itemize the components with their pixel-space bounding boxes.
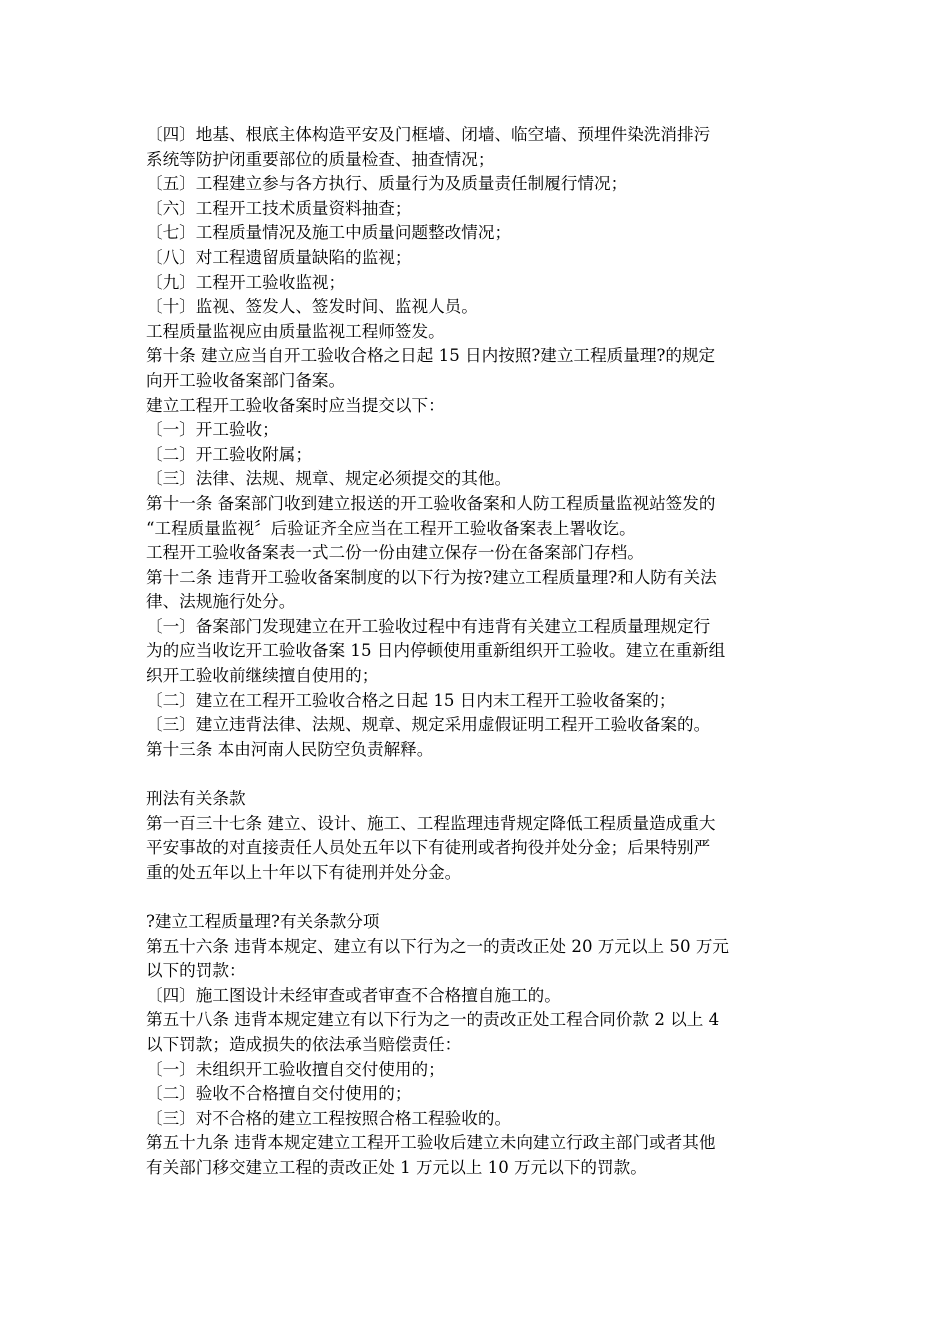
text-line: 以下罚款；造成损失的依法承当赔偿责任： <box>146 1034 462 1054</box>
text-line: 系统等防护闭重要部位的质量检查、抽查情况； <box>146 149 495 169</box>
text-line: 重的处五年以上十年以下有徒刑并处分金。 <box>146 862 462 882</box>
text-line: 〔四〕施工图设计未经审查或者审查不合格擅自施工的。 <box>146 985 561 1005</box>
text-line: 〔九〕工程开工验收监视； <box>146 272 346 292</box>
text-line: 第十条 建立应当自开工验收合格之日起 15 日内按照?建立工程质量理?的规定 <box>146 346 716 366</box>
text-line: 〔八〕对工程遗留质量缺陷的监视； <box>146 247 412 267</box>
text-line: 为的应当收讫开工验收备案 15 日内停顿使用重新组织开工验收。建立在重新组 <box>146 641 726 661</box>
text-line: 〔三〕建立违背法律、法规、规章、规定采用虚假证明工程开工验收备案的。 <box>146 715 711 735</box>
text-line: 向开工验收备案部门备案。 <box>146 370 346 390</box>
text-line: 第五十九条 违背本规定建立工程开工验收后建立未向建立行政主部门或者其他 <box>146 1133 716 1153</box>
text-line: 〔一〕开工验收； <box>146 420 279 440</box>
text-line: 第十一条 备案部门收到建立报送的开工验收备案和人防工程质量监视站签发的 <box>146 493 716 513</box>
text-line: 〔一〕备案部门发现建立在开工验收过程中有违背有关建立工程质量理规定行 <box>146 616 711 636</box>
text-line: 有关部门移交建立工程的责改正处 1 万元以上 10 万元以下的罚款。 <box>146 1157 647 1177</box>
text-line: 第十三条 本由河南人民防空负责解释。 <box>146 739 434 759</box>
document-body <box>146 123 806 1181</box>
text-line: 工程质量监视应由质量监视工程师签发。 <box>146 321 445 341</box>
text-line: 律、法规施行处分。 <box>146 592 296 612</box>
text-line: 〔二〕建立在工程开工验收合格之日起 15 日内末工程开工验收备案的； <box>146 690 676 710</box>
text-line: 第十二条 违背开工验收备案制度的以下行为按?建立工程质量理?和人防有关法 <box>146 567 717 587</box>
text-line: 平安事故的对直接责任人员处五年以下有徒刑或者拘役并处分金；后果特别严 <box>146 838 711 858</box>
text-line: 第五十六条 违背本规定、建立有以下行为之一的责改正处 20 万元以上 50 万元 <box>146 936 730 956</box>
text-line: 〔一〕未组织开工验收擅自交付使用的； <box>146 1059 445 1079</box>
blank-line <box>146 885 806 910</box>
text-line: ?建立工程质量理?有关条款分项 <box>146 912 380 931</box>
text-line: 以下的罚款： <box>146 961 246 981</box>
blank-line <box>146 762 806 787</box>
text-line: 第一百三十七条 建立、设计、施工、工程监理违背规定降低工程质量造成重大 <box>146 813 716 833</box>
text-line: 〔三〕对不合格的建立工程按照合格工程验收的。 <box>146 1108 512 1128</box>
text-line: 〔五〕工程建立参与各方执行、质量行为及质量责任制履行情况； <box>146 174 628 194</box>
text-line: 建立工程开工验收备案时应当提交以下： <box>146 395 445 415</box>
text-line: 〔四〕地基、根底主体构造平安及门框墙、闭墙、临空墙、预埋件染洗消排污 <box>146 125 711 144</box>
text-line: 〔七〕工程质量情况及施工中质量问题整改情况； <box>146 223 512 243</box>
text-line: 刑法有关条款 <box>146 789 246 809</box>
text-line: 织开工验收前继续擅自使用的； <box>146 666 379 686</box>
text-line: 〔三〕法律、法规、规章、规定必须提交的其他。 <box>146 469 512 489</box>
text-line: 第五十八条 违背本规定建立有以下行为之一的责改正处工程合同价款 2 以上 4 <box>146 1010 720 1030</box>
text-line: 工程开工验收备案表一式二份一份由建立保存一份在备案部门存档。 <box>146 543 644 563</box>
text-line: 〔六〕工程开工技术质量资料抽查； <box>146 198 412 218</box>
text-line: 〔二〕开工验收附属； <box>146 444 312 464</box>
text-line: 〔二〕验收不合格擅自交付使用的； <box>146 1084 412 1104</box>
text-line: 〔十〕监视、签发人、签发时间、监视人员。 <box>146 297 478 317</box>
text-line: “工程质量监视〞后验证齐全应当在工程开工验收备案表上署收讫。 <box>146 518 636 538</box>
